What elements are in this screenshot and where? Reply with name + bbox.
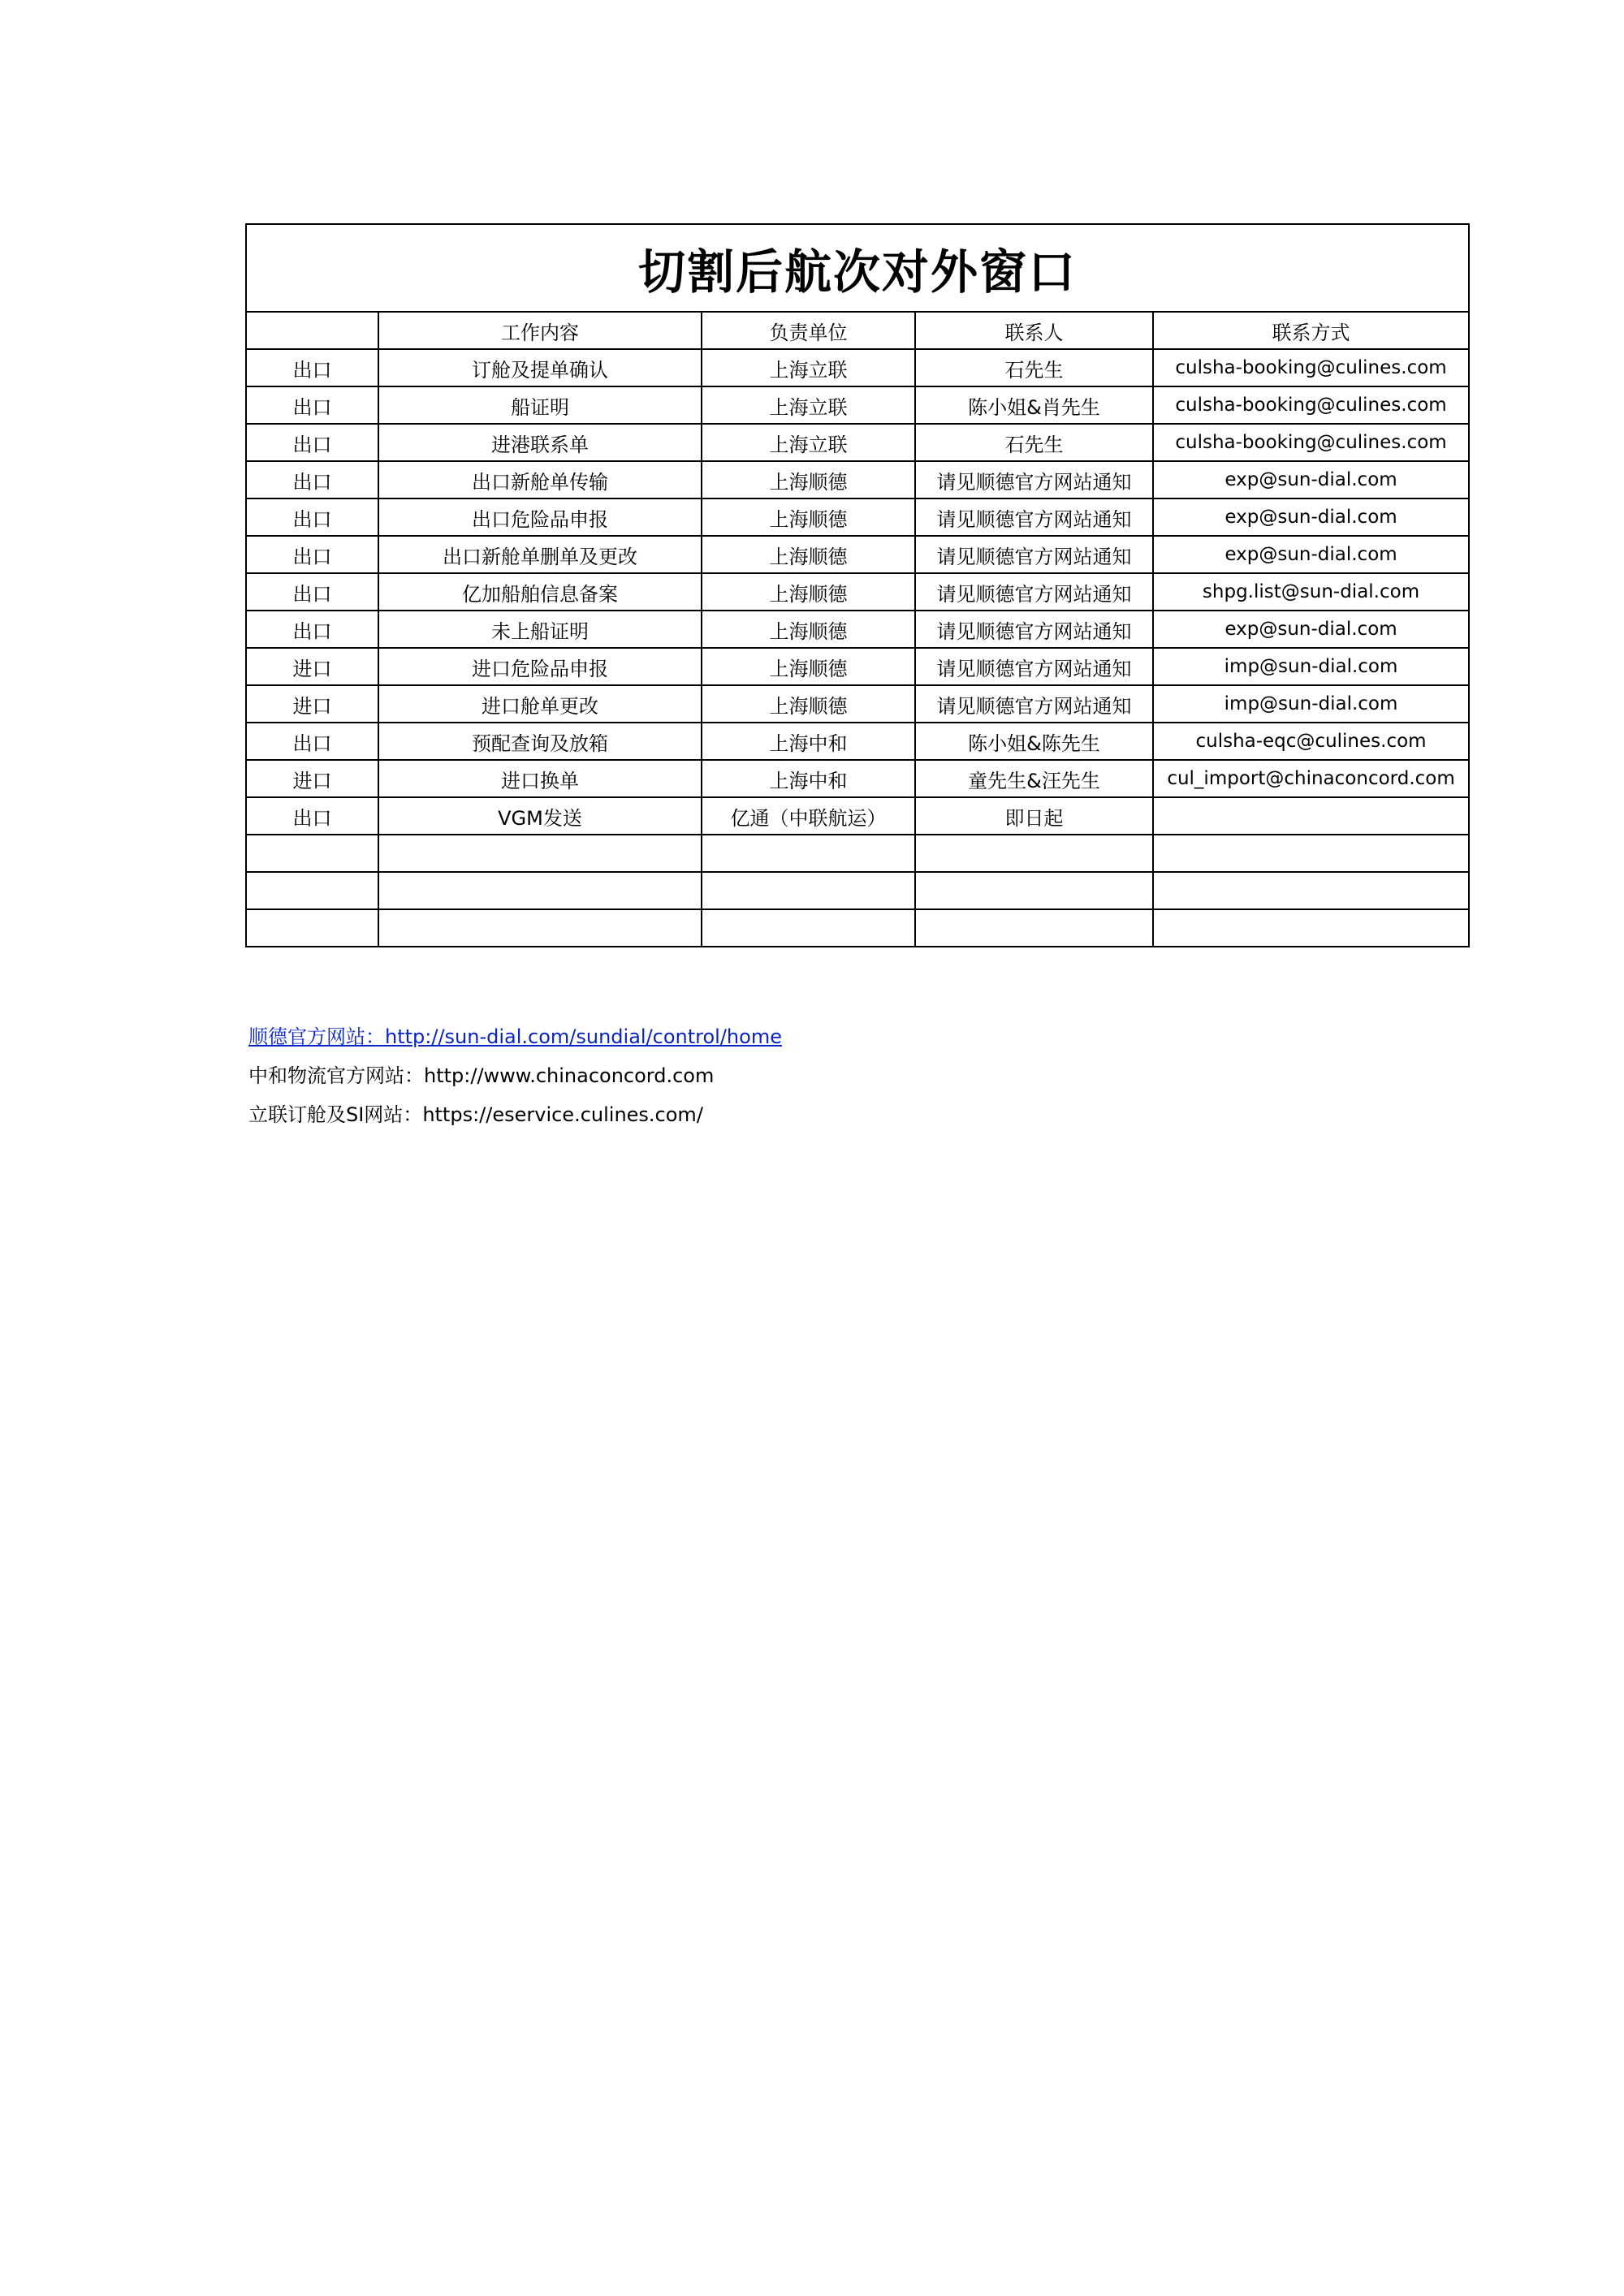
cell-empty [1153,835,1469,872]
header-direction [246,312,378,349]
cell-contact-email[interactable]: exp@sun-dial.com [1153,536,1469,573]
cell-direction: 进口 [246,648,378,685]
header-contact-method: 联系方式 [1153,312,1469,349]
cell-responsible-unit: 上海顺德 [702,685,915,723]
cell-work-content: 出口新舱单删单及更改 [378,536,702,573]
header-responsible-unit: 负责单位 [702,312,915,349]
culines-website-label: 立联订舱及SI网站： [248,1103,423,1126]
cell-contact-email[interactable]: culsha-booking@culines.com [1153,386,1469,424]
cell-responsible-unit: 上海中和 [702,723,915,760]
cell-direction: 出口 [246,461,378,498]
cell-direction: 出口 [246,797,378,835]
cell-work-content: 出口新舱单传输 [378,461,702,498]
header-contact-person: 联系人 [915,312,1153,349]
cell-empty [915,909,1153,947]
table-row [246,611,1469,648]
header-row [246,312,1469,349]
cell-direction: 出口 [246,536,378,573]
sundial-website-link[interactable] [248,1025,782,1049]
table-row-empty [246,872,1469,909]
cell-contact-email[interactable]: imp@sun-dial.com [1153,685,1469,723]
cell-empty [702,909,915,947]
cell-direction: 出口 [246,723,378,760]
cell-contact-person: 石先生 [915,349,1153,386]
cell-work-content: 船证明 [378,386,702,424]
table-row [246,498,1469,536]
table-row [246,386,1469,424]
table-row-empty [246,909,1469,947]
cell-work-content: 出口危险品申报 [378,498,702,536]
cell-contact-person: 童先生&汪先生 [915,760,1153,797]
cell-contact-email[interactable]: culsha-booking@culines.com [1153,349,1469,386]
cell-contact-email[interactable]: shpg.list@sun-dial.com [1153,573,1469,611]
cell-work-content: 进口舱单更改 [378,685,702,723]
table-row [246,648,1469,685]
cell-work-content: 进口换单 [378,760,702,797]
cell-work-content: 未上船证明 [378,611,702,648]
cell-direction: 出口 [246,349,378,386]
cell-responsible-unit: 亿通（中联航运） [702,797,915,835]
cell-empty [915,872,1153,909]
cell-responsible-unit: 上海顺德 [702,648,915,685]
cell-empty [378,909,702,947]
table-row [246,461,1469,498]
title-row [246,224,1469,312]
cell-work-content: 订舱及提单确认 [378,349,702,386]
table-row [246,797,1469,835]
cell-empty [1153,872,1469,909]
cell-contact-email[interactable]: exp@sun-dial.com [1153,498,1469,536]
cell-contact-person: 请见顺德官方网站通知 [915,461,1153,498]
cell-contact-email[interactable]: imp@sun-dial.com [1153,648,1469,685]
cell-contact-person: 请见顺德官方网站通知 [915,611,1153,648]
header-work-content: 工作内容 [378,312,702,349]
cell-work-content: 进港联系单 [378,424,702,461]
cell-direction: 出口 [246,386,378,424]
cell-direction: 出口 [246,424,378,461]
table-row [246,536,1469,573]
culines-website-line [248,1103,703,1127]
table-row [246,573,1469,611]
chinaconcord-website-line [248,1064,714,1088]
cell-empty [246,909,378,947]
table-row [246,424,1469,461]
cell-empty [246,835,378,872]
cell-contact-person: 请见顺德官方网站通知 [915,536,1153,573]
cell-empty [915,835,1153,872]
culines-website-url: https://eservice.culines.com/ [422,1103,703,1126]
cell-responsible-unit: 上海立联 [702,349,915,386]
cell-contact-email[interactable]: exp@sun-dial.com [1153,611,1469,648]
cell-direction: 出口 [246,573,378,611]
cell-responsible-unit: 上海顺德 [702,461,915,498]
cell-direction: 出口 [246,498,378,536]
cell-responsible-unit: 上海立联 [702,424,915,461]
table-row-empty [246,835,1469,872]
cell-contact-person: 请见顺德官方网站通知 [915,498,1153,536]
cell-contact-person: 陈小姐&陈先生 [915,723,1153,760]
cell-direction: 进口 [246,685,378,723]
sundial-website-url[interactable]: http://sun-dial.com/sundial/control/home [385,1025,782,1048]
cell-contact-email[interactable]: cul_import@chinaconcord.com [1153,760,1469,797]
cell-work-content: 预配查询及放箱 [378,723,702,760]
cell-responsible-unit: 上海中和 [702,760,915,797]
cell-empty [702,835,915,872]
cell-empty [378,872,702,909]
cell-contact-email [1153,797,1469,835]
cell-empty [702,872,915,909]
cell-direction: 出口 [246,611,378,648]
cell-work-content: 亿加船舶信息备案 [378,573,702,611]
table-row [246,349,1469,386]
table-row [246,685,1469,723]
cell-responsible-unit: 上海顺德 [702,573,915,611]
cell-work-content: 进口危险品申报 [378,648,702,685]
cell-contact-person: 陈小姐&肖先生 [915,386,1153,424]
sundial-website-label: 顺德官方网站： [248,1025,385,1048]
cell-responsible-unit: 上海立联 [702,386,915,424]
cell-responsible-unit: 上海顺德 [702,536,915,573]
cell-contact-email[interactable]: culsha-booking@culines.com [1153,424,1469,461]
contact-window-table [245,223,1470,947]
cell-responsible-unit: 上海顺德 [702,498,915,536]
cell-direction: 进口 [246,760,378,797]
cell-contact-email[interactable]: exp@sun-dial.com [1153,461,1469,498]
cell-contact-person: 即日起 [915,797,1153,835]
chinaconcord-website-label: 中和物流官方网站： [248,1064,424,1087]
table-row [246,760,1469,797]
cell-empty [378,835,702,872]
cell-responsible-unit: 上海顺德 [702,611,915,648]
cell-contact-person: 请见顺德官方网站通知 [915,685,1153,723]
cell-contact-email[interactable]: culsha-eqc@culines.com [1153,723,1469,760]
cell-empty [1153,909,1469,947]
cell-empty [246,872,378,909]
cell-contact-person: 请见顺德官方网站通知 [915,648,1153,685]
cell-work-content: VGM发送 [378,797,702,835]
table-title: 切割后航次对外窗口 [246,224,1469,312]
cell-contact-person: 请见顺德官方网站通知 [915,573,1153,611]
cell-contact-person: 石先生 [915,424,1153,461]
table-row [246,723,1469,760]
chinaconcord-website-url: http://www.chinaconcord.com [424,1064,715,1087]
